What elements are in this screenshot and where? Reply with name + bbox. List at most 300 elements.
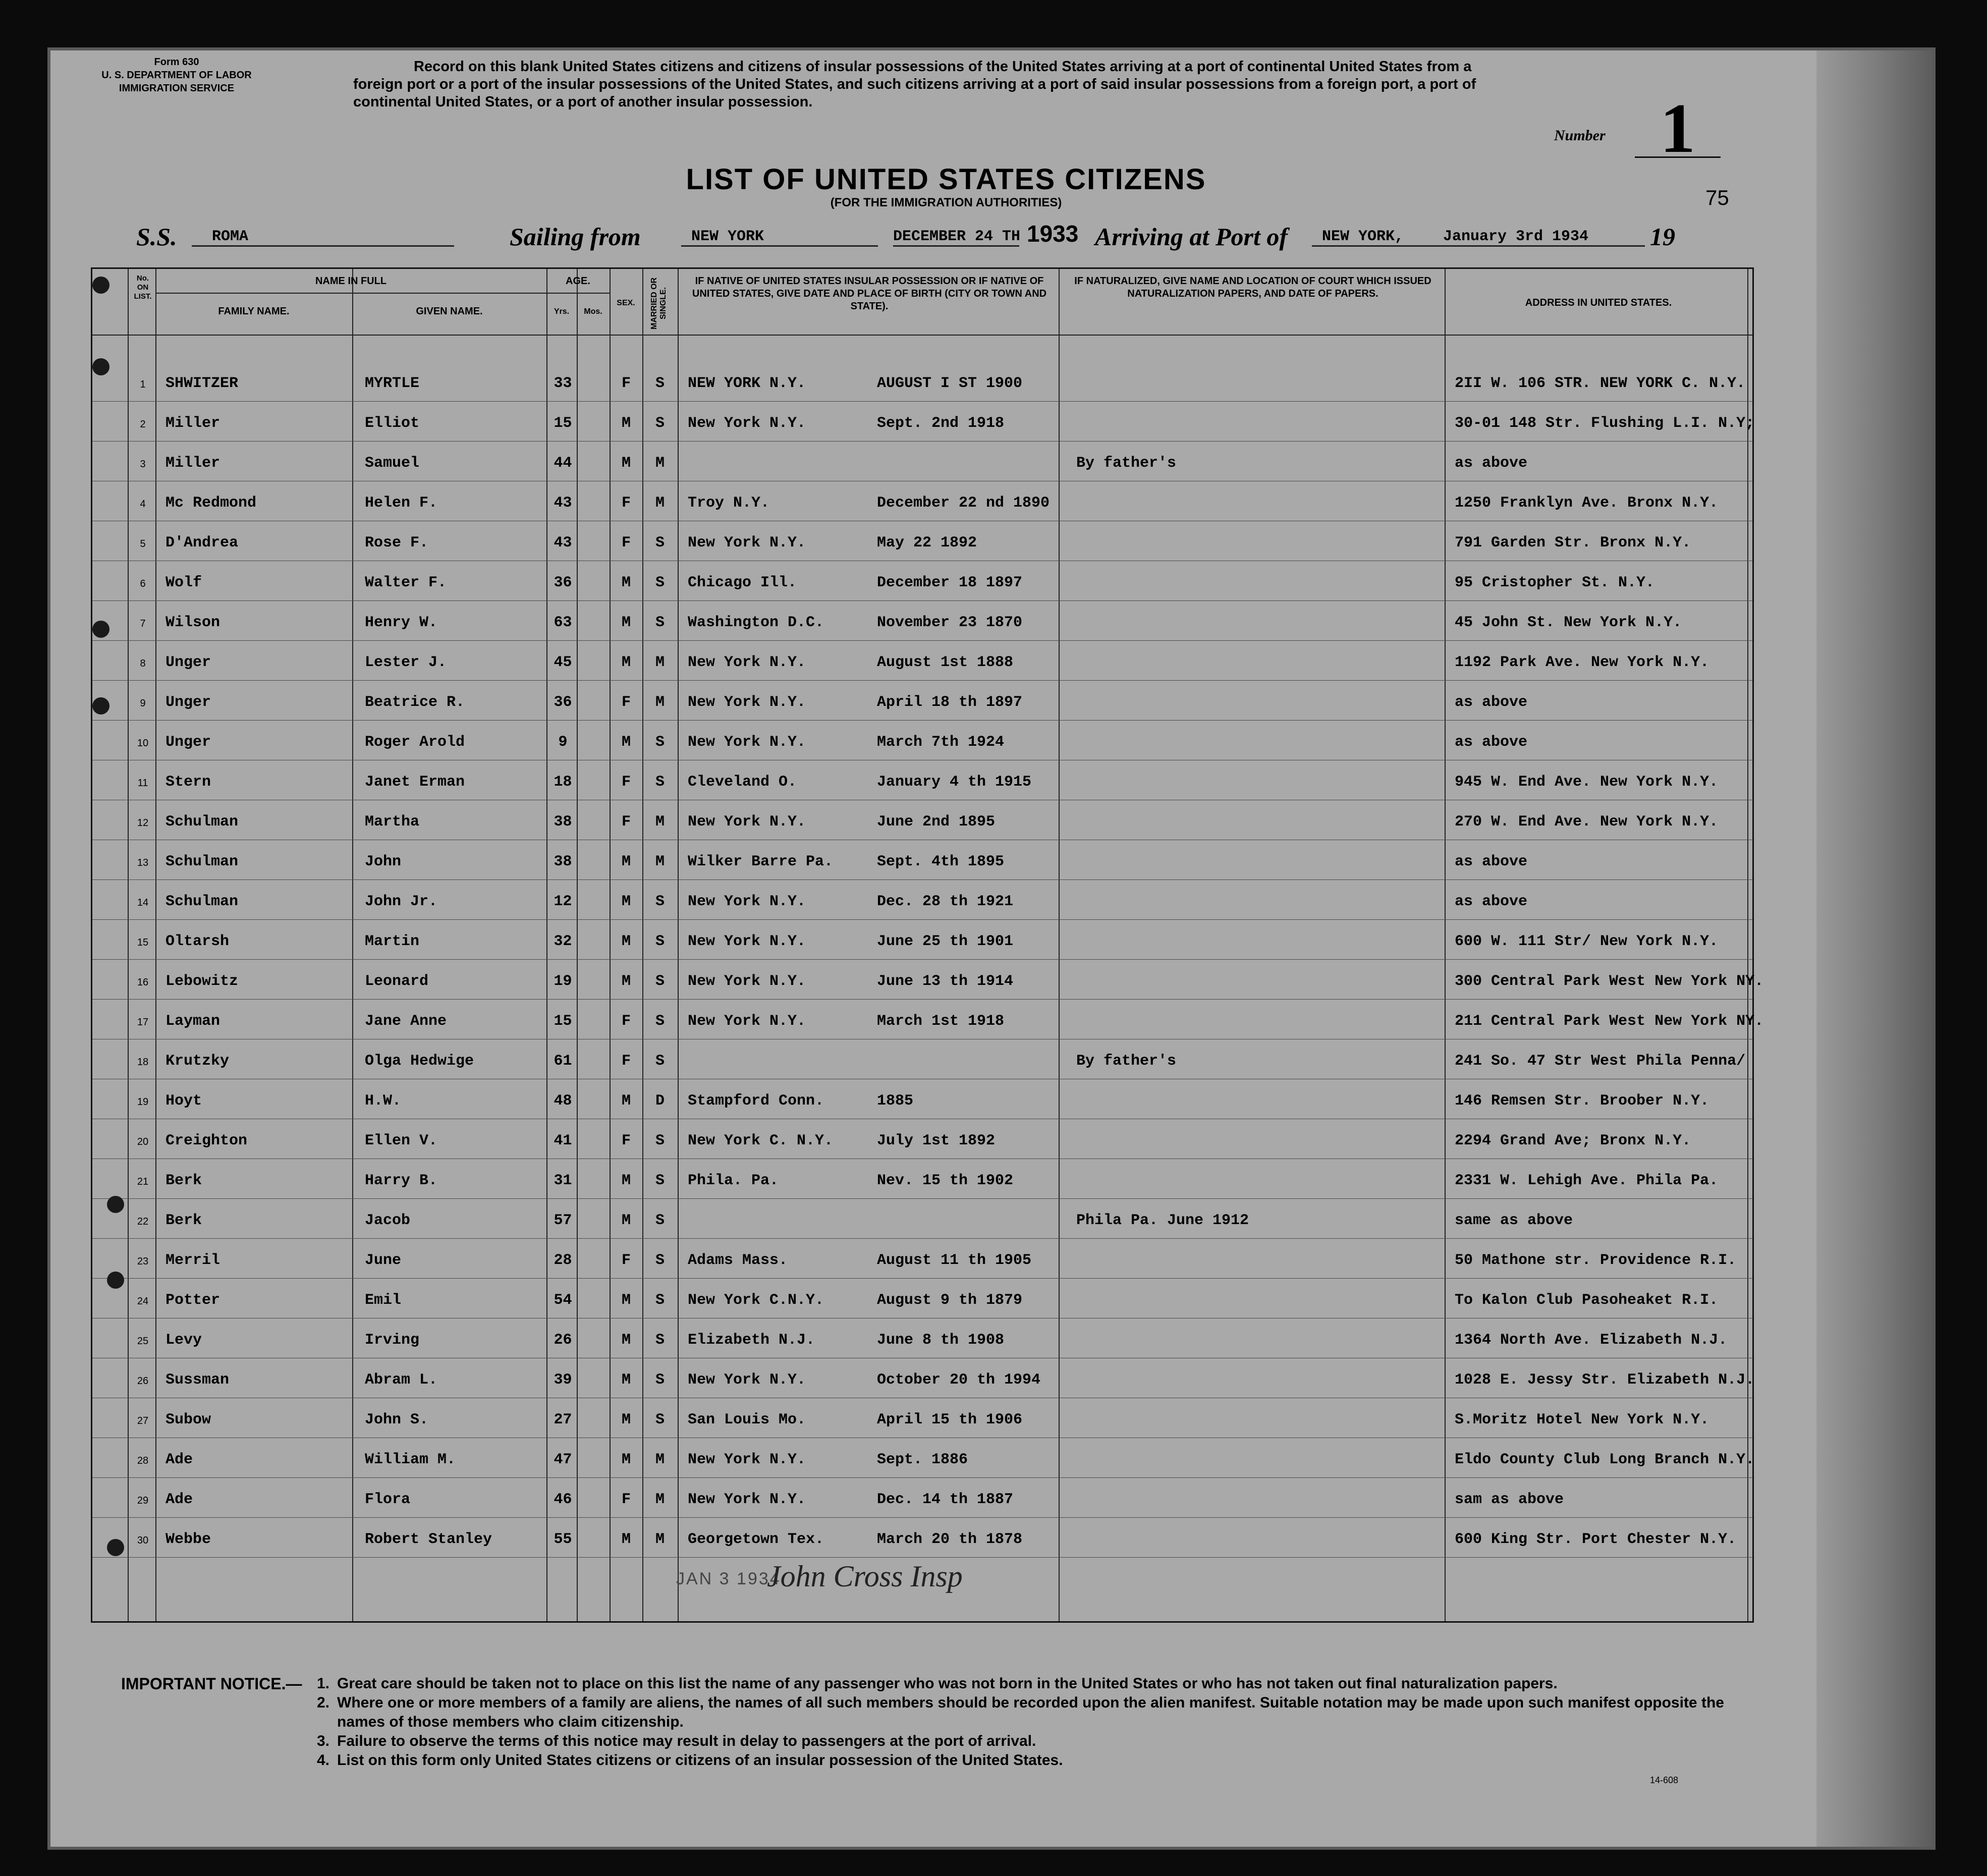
row-number: 29 — [137, 1495, 149, 1506]
cell-place: NEW YORK N.Y. — [688, 375, 806, 392]
row-number: 11 — [137, 778, 148, 789]
notice-item-number: 2. — [317, 1694, 330, 1711]
row-number: 16 — [137, 977, 149, 988]
row-rule — [92, 1158, 1752, 1159]
cell-date: June 25 th 1901 — [877, 933, 1014, 950]
cell-sex: M — [621, 1212, 631, 1229]
cell-address: as above — [1455, 893, 1528, 910]
cell-address: 1364 North Ave. Elizabeth N.J. — [1455, 1332, 1728, 1349]
header-given-name: GIVEN NAME. — [416, 306, 483, 317]
cell-place: Wilker Barre Pa. — [688, 853, 834, 870]
cell-family: Ade — [165, 1451, 193, 1468]
row-number: 7 — [140, 618, 146, 629]
cell-address: 600 King Str. Port Chester N.Y. — [1455, 1531, 1737, 1548]
row-number: 23 — [137, 1256, 149, 1267]
cell-address: 600 W. 111 Str/ New York N.Y. — [1455, 933, 1719, 950]
cell-place: New York N.Y. — [688, 893, 806, 910]
cell-given: Robert Stanley — [365, 1531, 492, 1548]
row-number: 17 — [137, 1017, 149, 1028]
cell-given: Lester J. — [365, 654, 447, 671]
cell-ms: S — [655, 1172, 665, 1189]
form-id-text: Form 630 U. S. DEPARTMENT OF LABOR IMMIGRATION SERVICE — [101, 57, 252, 94]
cell-ms: S — [655, 1212, 665, 1229]
cell-ms: S — [655, 973, 665, 990]
cell-given: Flora — [365, 1491, 411, 1508]
notice-item-text: Where one or more members of a family are aliens, the names of all such members should be recorded upon the alien manifest. Suitable notation may be made upon such manifest opposite the names of those members who claim citizenship. — [337, 1694, 1724, 1730]
cell-given: Elliot — [365, 415, 420, 432]
cell-place: Georgetown Tex. — [688, 1531, 824, 1548]
cell-date: Sept. 2nd 1918 — [877, 415, 1005, 432]
cell-address: 146 Remsen Str. Broober N.Y. — [1455, 1092, 1709, 1110]
cell-sex: M — [621, 1172, 631, 1189]
cell-given: John — [365, 853, 402, 870]
cell-sex: M — [621, 415, 631, 432]
cell-address: as above — [1455, 853, 1528, 870]
cell-sex: M — [621, 893, 631, 910]
notice-item-number: 1. — [317, 1675, 330, 1692]
cell-ms: M — [655, 813, 665, 831]
cell-sex: M — [621, 1292, 631, 1309]
cell-age: 57 — [554, 1212, 572, 1229]
cell-address: as above — [1455, 694, 1528, 711]
cell-date: July 1st 1892 — [877, 1132, 996, 1149]
row-number: 25 — [137, 1336, 149, 1347]
cell-date: Sept. 1886 — [877, 1451, 968, 1468]
cell-sex: M — [621, 853, 631, 870]
row-rule — [92, 680, 1752, 681]
cell-sex: M — [621, 614, 631, 631]
cell-date: June 8 th 1908 — [877, 1332, 1005, 1349]
row-rule — [92, 1198, 1752, 1199]
binder-hole — [107, 1196, 124, 1213]
cell-date: August 1st 1888 — [877, 654, 1014, 671]
cell-date: June 2nd 1895 — [877, 813, 996, 831]
header-name-in-full: NAME IN FULL — [155, 275, 546, 294]
cell-ms: S — [655, 1411, 665, 1428]
row-number: 3 — [140, 459, 146, 470]
row-rule — [92, 919, 1752, 920]
cell-given: John S. — [365, 1411, 429, 1428]
cell-given: Henry W. — [365, 614, 438, 631]
cell-age: 33 — [554, 375, 572, 392]
cell-age: 48 — [554, 1092, 572, 1110]
cell-address: 300 Central Park West New York NY. — [1455, 973, 1764, 990]
cell-given: Jacob — [365, 1212, 411, 1229]
cell-age: 45 — [554, 654, 572, 671]
cell-sex: F — [621, 494, 631, 512]
row-number: 13 — [137, 857, 149, 868]
cell-family: Webbe — [165, 1531, 211, 1548]
cell-nat: By father's — [1076, 455, 1177, 472]
cell-age: 15 — [554, 415, 572, 432]
cell-sex: M — [621, 1092, 631, 1110]
notice-lead: IMPORTANT NOTICE.— — [121, 1675, 302, 1693]
notice-item-text: Great care should be taken not to place on this list the name of any passenger who was not born in the United States or who has not taken out final naturalization papers. — [337, 1675, 1558, 1692]
cell-family: Oltarsh — [165, 933, 230, 950]
cell-age: 63 — [554, 614, 572, 631]
cell-ms: S — [655, 534, 665, 551]
cell-age: 39 — [554, 1371, 572, 1389]
form-code: 14-608 — [1650, 1775, 1679, 1785]
cell-age: 36 — [554, 694, 572, 711]
cell-family: SHWITZER — [165, 375, 239, 392]
cell-given: Martin — [365, 933, 420, 950]
cell-place: Adams Mass. — [688, 1252, 788, 1269]
cell-address: To Kalon Club Pasoheaket R.I. — [1455, 1292, 1719, 1309]
cell-address: as above — [1455, 455, 1528, 472]
cell-address: 95 Cristopher St. N.Y. — [1455, 574, 1655, 591]
cell-ms: S — [655, 933, 665, 950]
row-rule — [92, 441, 1752, 442]
header-address: ADDRESS IN UNITED STATES. — [1525, 297, 1672, 308]
sailing-year: 1933 — [1027, 220, 1079, 247]
cell-address: same as above — [1455, 1212, 1573, 1229]
cell-date: December 18 1897 — [877, 574, 1023, 591]
form-id — [66, 56, 288, 95]
header-birth: IF NATIVE OF UNITED STATES INSULAR POSSESSION OR IF NATIVE OF UNITED STATES, GIVE DATE AND PLACE OF BIRTH (CITY OR TOWN AND STATE). — [692, 275, 1047, 312]
header-naturalized: IF NATURALIZED, GIVE NAME AND LOCATION OF COURT WHICH ISSUED NATURALIZATION PAPERS, AND DATE OF PAPERS. — [1074, 275, 1431, 299]
cell-sex: M — [621, 1371, 631, 1389]
cell-family: Wolf — [165, 574, 202, 591]
cell-age: 47 — [554, 1451, 572, 1468]
cell-family: Hoyt — [165, 1092, 202, 1110]
cell-ms: S — [655, 1013, 665, 1030]
passenger-table — [91, 267, 1764, 1623]
row-rule — [92, 720, 1752, 721]
cell-address: 1192 Park Ave. New York N.Y. — [1455, 654, 1709, 671]
cell-address: 2331 W. Lehigh Ave. Phila Pa. — [1455, 1172, 1719, 1189]
cell-age: 31 — [554, 1172, 572, 1189]
page-title: LIST OF UNITED STATES CITIZENS — [686, 163, 1206, 196]
cell-sex: M — [621, 973, 631, 990]
cell-family: Merril — [165, 1252, 220, 1269]
notice-item — [317, 1732, 1745, 1751]
header-age: AGE. — [546, 275, 610, 294]
header-no-on-list: No. ON LIST. — [134, 274, 152, 301]
cell-family: Unger — [165, 654, 211, 671]
cell-address: 791 Garden Str. Bronx N.Y. — [1455, 534, 1691, 551]
sailing-from: NEW YORK — [681, 228, 878, 247]
cell-date: March 20 th 1878 — [877, 1531, 1023, 1548]
year-suffix: 19 — [1650, 223, 1675, 251]
cell-age: 32 — [554, 933, 572, 950]
cell-place: New York N.Y. — [688, 813, 806, 831]
cell-place: Phila. Pa. — [688, 1172, 779, 1189]
cell-date: March 1st 1918 — [877, 1013, 1005, 1030]
list-number: 1 — [1635, 101, 1721, 158]
cell-given: Harry B. — [365, 1172, 438, 1189]
cell-age: 18 — [554, 774, 572, 791]
cell-place: Troy N.Y. — [688, 494, 770, 512]
cell-age: 26 — [554, 1332, 572, 1349]
cell-age: 44 — [554, 455, 572, 472]
cell-address: 45 John St. New York N.Y. — [1455, 614, 1682, 631]
cell-sex: M — [621, 654, 631, 671]
cell-ms: S — [655, 614, 665, 631]
cell-given: June — [365, 1252, 402, 1269]
cell-ms: M — [655, 853, 665, 870]
cell-family: D'Andrea — [165, 534, 239, 551]
cell-place: New York N.Y. — [688, 734, 806, 751]
binder-hole — [92, 697, 109, 714]
cell-sex: F — [621, 1053, 631, 1070]
cell-age: 46 — [554, 1491, 572, 1508]
row-number: 10 — [137, 738, 149, 749]
cell-given: H.W. — [365, 1092, 402, 1110]
binder-hole — [92, 621, 109, 638]
cell-family: Subow — [165, 1411, 211, 1428]
cell-age: 15 — [554, 1013, 572, 1030]
cell-given: Ellen V. — [365, 1132, 438, 1149]
cell-address: 30-01 148 Str. Flushing L.I. N.Y; — [1455, 415, 1755, 432]
ship-name: ROMA — [192, 228, 454, 247]
cell-ms: S — [655, 1371, 665, 1389]
row-number: 26 — [137, 1375, 149, 1387]
header-sex: SEX. — [617, 299, 635, 307]
cell-date: December 22 nd 1890 — [877, 494, 1050, 512]
cell-age: 61 — [554, 1053, 572, 1070]
cell-given: Jane Anne — [365, 1013, 447, 1030]
cell-given: Abram L. — [365, 1371, 438, 1389]
cell-date: August 9 th 1879 — [877, 1292, 1023, 1309]
row-rule — [92, 401, 1752, 402]
arriving-port: NEW YORK, — [1312, 228, 1448, 247]
notice-item-number: 3. — [317, 1733, 330, 1749]
cell-ms: M — [655, 654, 665, 671]
row-number: 8 — [140, 658, 146, 669]
cell-address: 945 W. End Ave. New York N.Y. — [1455, 774, 1719, 791]
cell-age: 38 — [554, 813, 572, 831]
cell-ms: S — [655, 1053, 665, 1070]
ss-label: S.S. — [136, 223, 177, 251]
cell-family: Layman — [165, 1013, 220, 1030]
cell-family: Schulman — [165, 853, 239, 870]
row-rule — [92, 1278, 1752, 1279]
cell-sex: M — [621, 1332, 631, 1349]
cell-family: Krutzky — [165, 1053, 230, 1070]
cell-nat: Phila Pa. June 1912 — [1076, 1212, 1249, 1229]
cell-ms: M — [655, 694, 665, 711]
cell-ms: D — [655, 1092, 665, 1110]
cell-sex: M — [621, 1451, 631, 1468]
row-number: 20 — [137, 1136, 149, 1147]
sailing-label: Sailing from — [510, 223, 641, 251]
cell-ms: M — [655, 1451, 665, 1468]
cell-age: 28 — [554, 1252, 572, 1269]
cell-place: New York N.Y. — [688, 654, 806, 671]
notice-list — [317, 1674, 1745, 1770]
row-number: 24 — [137, 1296, 149, 1307]
cell-date: Nev. 15 th 1902 — [877, 1172, 1014, 1189]
cell-family: Lebowitz — [165, 973, 239, 990]
row-number: 19 — [137, 1096, 149, 1108]
notice-item-number: 4. — [317, 1752, 330, 1769]
row-number: 21 — [137, 1176, 149, 1187]
cell-age: 55 — [554, 1531, 572, 1548]
cell-date: Sept. 4th 1895 — [877, 853, 1005, 870]
cell-family: Schulman — [165, 813, 239, 831]
form-instructions: Record on this blank United States citizens and citizens of insular possessions of the United States arriving at a port of continental United States from a foreign port or a port of the insular possessions of the United States, and such citizens arriving at a port of said insular possessions from a foreign port, a port of continental United States, or a port of another insular possession. — [353, 59, 1476, 110]
cell-given: Martha — [365, 813, 420, 831]
row-number: 15 — [137, 937, 149, 948]
cell-address: sam as above — [1455, 1491, 1564, 1508]
row-number: 30 — [137, 1535, 149, 1546]
cell-ms: S — [655, 774, 665, 791]
cell-date: Dec. 28 th 1921 — [877, 893, 1014, 910]
row-number: 1 — [140, 379, 146, 390]
cell-ms: S — [655, 415, 665, 432]
notice-item — [317, 1693, 1745, 1732]
cell-age: 12 — [554, 893, 572, 910]
cell-place: San Louis Mo. — [688, 1411, 806, 1428]
cell-given: Helen F. — [365, 494, 438, 512]
cell-family: Schulman — [165, 893, 239, 910]
cell-age: 43 — [554, 534, 572, 551]
row-rule — [92, 999, 1752, 1000]
cell-address: 1028 E. Jessy Str. Elizabeth N.J. — [1455, 1371, 1755, 1389]
cell-place: New York N.Y. — [688, 973, 806, 990]
cell-address: 1250 Franklyn Ave. Bronx N.Y. — [1455, 494, 1719, 512]
cell-address: S.Moritz Hotel New York N.Y. — [1455, 1411, 1709, 1428]
cell-place: New York N.Y. — [688, 1013, 806, 1030]
cell-date: August 11 th 1905 — [877, 1252, 1032, 1269]
row-number: 22 — [137, 1216, 149, 1227]
cell-family: Ade — [165, 1491, 193, 1508]
cell-date: April 18 th 1897 — [877, 694, 1023, 711]
page-edge-shadow — [1816, 50, 1933, 1847]
cell-age: 43 — [554, 494, 572, 512]
cell-place: New York N.Y. — [688, 933, 806, 950]
cell-family: Mc Redmond — [165, 494, 257, 512]
cell-family: Creighton — [165, 1132, 248, 1149]
cell-age: 9 — [558, 734, 568, 751]
binder-hole — [92, 358, 109, 375]
notice-item — [317, 1674, 1745, 1693]
cell-date: May 22 1892 — [877, 534, 977, 551]
row-rule — [92, 959, 1752, 960]
row-rule — [92, 600, 1752, 601]
row-rule — [92, 1238, 1752, 1239]
row-number: 28 — [137, 1455, 149, 1466]
cell-ms: M — [655, 1531, 665, 1548]
cell-ms: S — [655, 574, 665, 591]
voyage-line — [136, 222, 1710, 257]
cell-age: 27 — [554, 1411, 572, 1428]
cell-date: 1885 — [877, 1092, 914, 1110]
header-mos: Mos. — [584, 307, 602, 316]
cell-given: Rose F. — [365, 534, 429, 551]
cell-family: Miller — [165, 455, 220, 472]
cell-family: Unger — [165, 694, 211, 711]
cell-place: New York N.Y. — [688, 694, 806, 711]
row-number: 2 — [140, 419, 146, 430]
notice-item — [317, 1751, 1745, 1770]
cell-family: Berk — [165, 1212, 202, 1229]
cell-age: 36 — [554, 574, 572, 591]
cell-date: October 20 th 1994 — [877, 1371, 1041, 1389]
cell-sex: F — [621, 774, 631, 791]
row-number: 4 — [140, 499, 146, 510]
header-family-name: FAMILY NAME. — [218, 306, 290, 317]
notice-item-text: List on this form only United States citizens or citizens of an insular possession of the United States. — [337, 1752, 1063, 1769]
row-rule — [92, 640, 1752, 641]
cell-sex: F — [621, 694, 631, 711]
cell-sex: F — [621, 1132, 631, 1149]
row-number: 9 — [140, 698, 146, 709]
cell-ms: S — [655, 1132, 665, 1149]
cell-family: Sussman — [165, 1371, 230, 1389]
cell-ms: S — [655, 734, 665, 751]
cell-place: New York N.Y. — [688, 1451, 806, 1468]
cell-family: Berk — [165, 1172, 202, 1189]
cell-ms: S — [655, 893, 665, 910]
row-rule — [92, 1517, 1752, 1518]
cell-sex: M — [621, 734, 631, 751]
cell-date: January 4 th 1915 — [877, 774, 1032, 791]
cell-address: as above — [1455, 734, 1528, 751]
cell-address: Eldo County Club Long Branch N.Y. — [1455, 1451, 1755, 1468]
cell-address: 50 Mathone str. Providence R.I. — [1455, 1252, 1737, 1269]
cell-age: 19 — [554, 973, 572, 990]
cell-given: Roger Arold — [365, 734, 465, 751]
cell-address: 270 W. End Ave. New York N.Y. — [1455, 813, 1719, 831]
row-number: 18 — [137, 1057, 149, 1068]
binder-hole — [107, 1539, 124, 1556]
cell-ms: S — [655, 1332, 665, 1349]
cell-family: Stern — [165, 774, 211, 791]
notice-item-text: Failure to observe the terms of this notice may result in delay to passengers at the port of arrival. — [337, 1733, 1036, 1749]
binder-hole — [107, 1272, 124, 1289]
header-yrs: Yrs. — [554, 307, 570, 316]
cell-given: William M. — [365, 1451, 456, 1468]
cell-given: Olga Hedwige — [365, 1053, 474, 1070]
cell-age: 38 — [554, 853, 572, 870]
cell-sex: F — [621, 1013, 631, 1030]
row-number: 5 — [140, 538, 146, 549]
cell-given: Emil — [365, 1292, 402, 1309]
cell-given: MYRTLE — [365, 375, 420, 392]
date-stamp: JAN 3 1934 — [676, 1569, 781, 1588]
cell-given: Samuel — [365, 455, 420, 472]
cell-family: Wilson — [165, 614, 220, 631]
cell-date: AUGUST I ST 1900 — [877, 375, 1023, 392]
cell-place: New York C. N.Y. — [688, 1132, 834, 1149]
cell-ms: M — [655, 1491, 665, 1508]
cell-family: Unger — [165, 734, 211, 751]
cell-place: Stampford Conn. — [688, 1092, 824, 1110]
cell-place: New York C.N.Y. — [688, 1292, 824, 1309]
cell-given: Irving — [365, 1332, 420, 1349]
row-number: 27 — [137, 1415, 149, 1426]
cell-sex: M — [621, 1531, 631, 1548]
arriving-label: Arriving at Port of — [1095, 223, 1288, 251]
row-number: 14 — [137, 897, 149, 908]
cell-date: Dec. 14 th 1887 — [877, 1491, 1014, 1508]
cell-place: New York N.Y. — [688, 534, 806, 551]
cell-sex: F — [621, 534, 631, 551]
cell-place: New York N.Y. — [688, 1491, 806, 1508]
cell-place: Cleveland O. — [688, 774, 797, 791]
cell-date: June 13 th 1914 — [877, 973, 1014, 990]
cell-given: Leonard — [365, 973, 429, 990]
cell-address: 211 Central Park West New York NY. — [1455, 1013, 1764, 1030]
cell-place: Elizabeth N.J. — [688, 1332, 815, 1349]
row-rule — [92, 879, 1752, 880]
cell-address: 241 So. 47 Str West Phila Penna/ — [1455, 1053, 1746, 1070]
cell-place: New York N.Y. — [688, 1371, 806, 1389]
cell-age: 54 — [554, 1292, 572, 1309]
page-number: 75 — [1705, 186, 1729, 209]
